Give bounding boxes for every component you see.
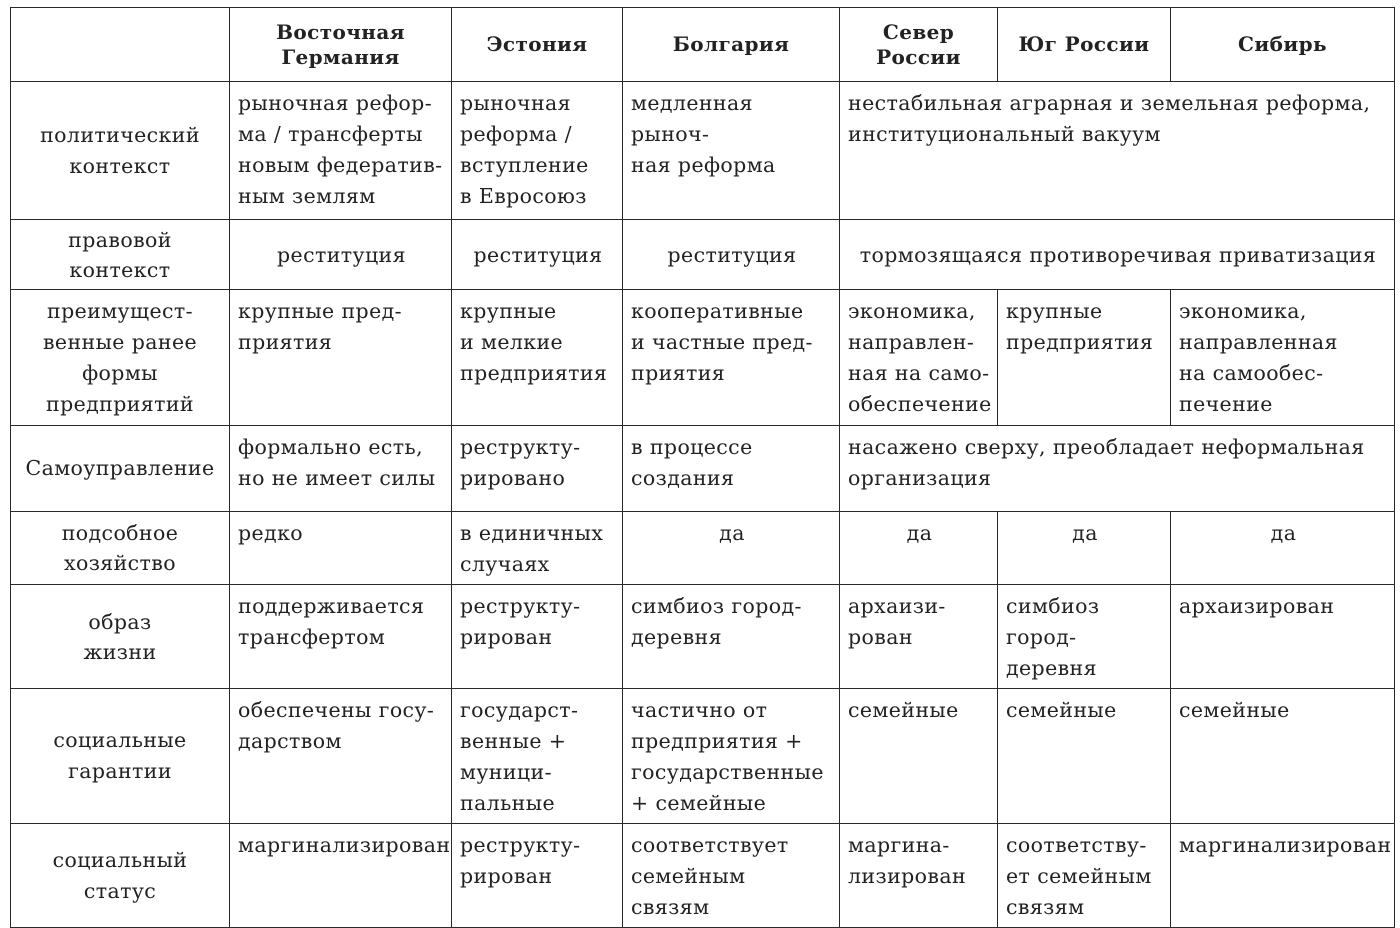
cell-political-russia: нестабильная аграрная и земельная реформа, институциональный вакуум [840, 82, 1395, 220]
table-row [11, 689, 1395, 824]
table-row [11, 426, 1395, 512]
row-header-social-status: социальный статус [11, 824, 230, 928]
cell-subsidiary-north-russia: да [840, 512, 998, 585]
cell-enterprise-south-russia: крупные предприятия [998, 290, 1171, 426]
cell-lifestyle-estonia: реструкту- рирован [452, 585, 623, 689]
cell-enterprise-siberia: экономика, направленная на самообес- печение [1171, 290, 1395, 426]
table-row [11, 512, 1395, 585]
row-header-self-government: Самоуправление [11, 426, 230, 512]
table-row [11, 290, 1395, 426]
cell-legal-bulgaria: реституция [623, 220, 840, 290]
cell-status-siberia: маргинализирован [1171, 824, 1395, 928]
row-header-subsidiary-farm: подсобное хозяйство [11, 512, 230, 585]
cell-legal-east-germany: реституция [230, 220, 452, 290]
row-header-legal-context: правовой контекст [11, 220, 230, 290]
cell-enterprise-north-russia: экономика, направлен- ная на само- обеспечение [840, 290, 998, 426]
cell-status-estonia: реструкту- рирован [452, 824, 623, 928]
cell-legal-russia: тормозящаяся противоречивая приватизация [840, 220, 1395, 290]
cell-lifestyle-siberia: архаизирован [1171, 585, 1395, 689]
cell-legal-estonia: реституция [452, 220, 623, 290]
cell-lifestyle-north-russia: архаизи- рован [840, 585, 998, 689]
cell-guarantees-estonia: государст- венные + муници- пальные [452, 689, 623, 824]
cell-enterprise-bulgaria: кооперативные и частные пред- приятия [623, 290, 840, 426]
cell-lifestyle-east-germany: поддерживается трансфертом [230, 585, 452, 689]
comparison-table-container [10, 7, 1394, 928]
cell-status-south-russia: соответству- ет семейным связям [998, 824, 1171, 928]
cell-status-north-russia: маргина- лизирован [840, 824, 998, 928]
column-header-siberia: Сибирь [1171, 8, 1395, 82]
cell-guarantees-bulgaria: частично от предприятия + государственные + семейные [623, 689, 840, 824]
column-header-north-russia: Север России [840, 8, 998, 82]
cell-enterprise-east-germany: крупные пред- приятия [230, 290, 452, 426]
cell-political-bulgaria: медленная рыноч- ная реформа [623, 82, 840, 220]
cell-self-gov-bulgaria: в процессе создания [623, 426, 840, 512]
cell-enterprise-estonia: крупные и мелкие предприятия [452, 290, 623, 426]
cell-lifestyle-south-russia: симбиоз город-деревня [998, 585, 1171, 689]
cell-self-gov-east-germany: формально есть, но не имеет силы [230, 426, 452, 512]
row-header-lifestyle: образ жизни [11, 585, 230, 689]
cell-subsidiary-estonia: в единичных случаях [452, 512, 623, 585]
row-header-political-context: политический контекст [11, 82, 230, 220]
cell-guarantees-north-russia: семейные [840, 689, 998, 824]
table-row [11, 585, 1395, 689]
cell-self-gov-russia: насажено сверху, преобладает неформальная организация [840, 426, 1395, 512]
row-header-social-guarantees: социальные гарантии [11, 689, 230, 824]
comparison-table [10, 7, 1395, 928]
column-header-bulgaria: Болгария [623, 8, 840, 82]
cell-status-east-germany: маргинализирован [230, 824, 452, 928]
table-row [11, 824, 1395, 928]
table-row [11, 220, 1395, 290]
cell-subsidiary-south-russia: да [998, 512, 1171, 585]
cell-lifestyle-bulgaria: симбиоз город- деревня [623, 585, 840, 689]
table-row [11, 82, 1395, 220]
column-header-east-germany: Восточная Германия [230, 8, 452, 82]
cell-political-east-germany: рыночная рефор- ма / трансферты новым федератив- ным землям [230, 82, 452, 220]
cell-self-gov-estonia: реструкту- рировано [452, 426, 623, 512]
table-header-row [11, 8, 1395, 82]
column-header-estonia: Эстония [452, 8, 623, 82]
row-header-enterprise-forms: преимущест- венные ранее формы предприятий [11, 290, 230, 426]
cell-guarantees-siberia: семейные [1171, 689, 1395, 824]
cell-subsidiary-bulgaria: да [623, 512, 840, 585]
cell-guarantees-east-germany: обеспечены госу- дарством [230, 689, 452, 824]
cell-subsidiary-east-germany: редко [230, 512, 452, 585]
column-header-empty [11, 8, 230, 82]
cell-status-bulgaria: соответствует семейным связям [623, 824, 840, 928]
cell-political-estonia: рыночная реформа / вступление в Евросоюз [452, 82, 623, 220]
column-header-south-russia: Юг России [998, 8, 1171, 82]
cell-subsidiary-siberia: да [1171, 512, 1395, 585]
cell-guarantees-south-russia: семейные [998, 689, 1171, 824]
